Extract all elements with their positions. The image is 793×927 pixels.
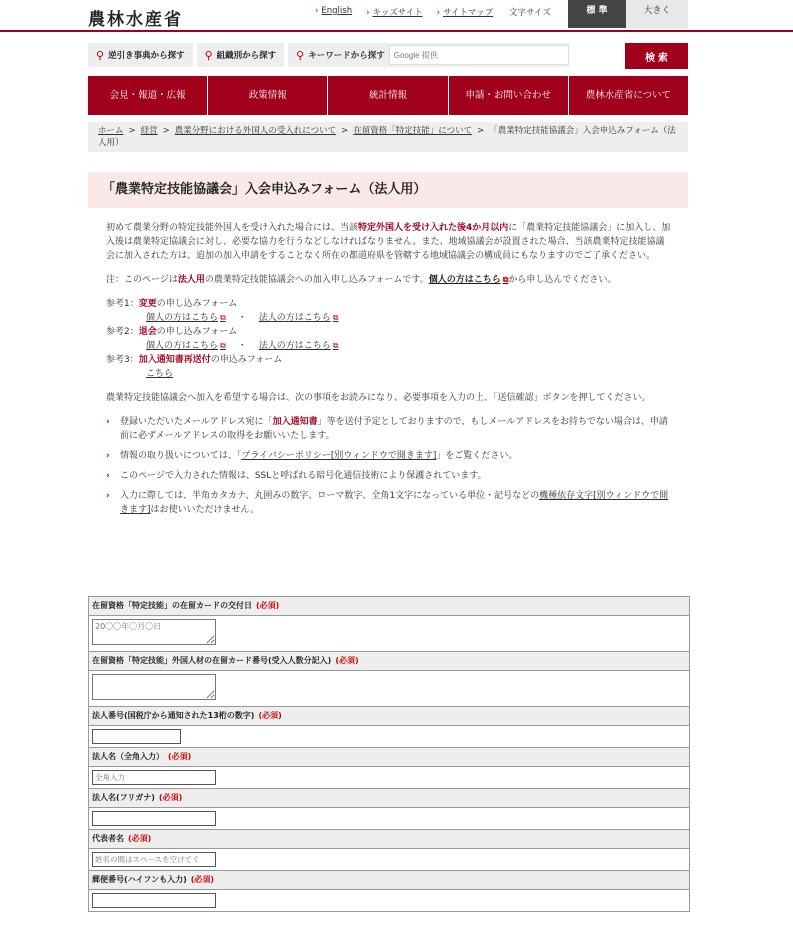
- list-item: › 入力に際しては、半角カタカナ、丸囲みの数字、ローマ数字、全角1文字になっている単位・記号などの機種依存文字[別ウィンドウで開きます]はお使いいただけません。: [106, 489, 672, 517]
- representative-name-field[interactable]: [92, 852, 216, 867]
- reverse-index-label: 逆引き事典から探す: [108, 51, 185, 61]
- link-sitemap[interactable]: › サイトマップ: [437, 6, 493, 18]
- gnav-press[interactable]: 会見・報道・広報: [88, 76, 208, 115]
- list-item: › 登録いただいたメールアドレス宛に「加入通知書」等を送付予定としておりますので、もしメールアドレスをお持ちでない場合は、申請前に必ずメールアドレスの取得をお願いいたします。: [106, 415, 672, 443]
- page-title: 「農業特定技能協議会」入会申込みフォーム（法人用）: [88, 172, 688, 208]
- change-corporate-link[interactable]: 法人の方はこちら ⧉: [259, 313, 339, 323]
- gnav-application[interactable]: 申請・お問い合わせ: [449, 76, 569, 115]
- change-individual-link[interactable]: 個人の方はこちら ⧉: [146, 313, 226, 323]
- field-label: 在留資格「特定技能」外国人材の在留カード番号(受入人数分記入) (必須): [89, 652, 689, 671]
- intro-paragraph: 初めて農業分野の特定技能外国人を受け入れた場合には、当該特定外国人を受け入れた後4か月以内に「農業特定技能協議会」に加入し、加入後は農業特定協議会に対し、必要な協力を行うなどしなければなりません。また、地域協議会が設置された場合、当該農業特定技能協議会に加入された方は、追加の加入申請をすることなく所在の都道府県を管轄する地域協議会の構成員にもなりますのでご了承ください。: [106, 223, 671, 261]
- withdraw-individual-link[interactable]: 個人の方はこちら ⧉: [146, 341, 226, 351]
- note-paragraph: 注：このページは法人用の農業特定技能協議会への加入申し込みフォームです。個人の方はこちら ⧉ から申し込んでください。: [106, 273, 672, 287]
- search-icon: ⚲: [96, 48, 105, 62]
- site-header: [0, 0, 793, 32]
- breadcrumb-home[interactable]: ホーム: [98, 126, 124, 136]
- list-item: › このページで入力された情報は、SSLと呼ばれる暗号化通信技術により保護されています。: [106, 469, 672, 483]
- reference-list: 参考1：変更の申し込みフォーム 個人の方はこちら ⧉ ・ 法人の方はこちら ⧉ 参考2：退会の申し込みフォーム 個人の方はこちら ⧉ ・ 法人の方はこちら ⧉ 参考3：加入通知書再送付の申込みフォーム こちら: [106, 297, 672, 381]
- breadcrumb-current: 「農業特定技能協議会」入会申込みフォーム（法人用）: [98, 126, 676, 148]
- card-number-field[interactable]: [92, 674, 216, 700]
- withdraw-corporate-link[interactable]: 法人の方はこちら ⧉: [259, 341, 339, 351]
- keyword-label: キーワードから探す: [308, 51, 385, 61]
- search-submit-button[interactable]: 検 索: [625, 43, 688, 69]
- postal-code-field[interactable]: [92, 893, 216, 908]
- resend-notice-link[interactable]: こちら: [146, 369, 174, 379]
- notice-list: [106, 415, 672, 517]
- search-icon: ⚲: [296, 48, 305, 62]
- site-logo[interactable]: 農林水産省: [88, 10, 183, 30]
- font-size-large-button[interactable]: 大きく: [626, 0, 688, 28]
- field-label: 法人名(フリガナ) (必須): [89, 789, 689, 808]
- organization-search-button[interactable]: [197, 43, 285, 67]
- field-label: 代表者名 (必須): [89, 830, 689, 849]
- breadcrumb-management[interactable]: 経営: [140, 126, 158, 136]
- field-label: 郵便番号(ハイフンも入力) (必須): [89, 871, 689, 890]
- reverse-index-search-button[interactable]: [88, 43, 193, 67]
- keyword-search: [288, 43, 569, 67]
- corporate-name-kana-field[interactable]: [92, 811, 216, 826]
- breadcrumb: ホーム > 経営 > 農業分野における外国人の受入れについて > 在留資格「特定技能」について > 「農業特定技能協議会」入会申込みフォーム（法人用）: [88, 122, 688, 152]
- gnav-about[interactable]: 農林水産省について: [585, 90, 672, 101]
- gnav-policy[interactable]: 政策情報: [208, 76, 328, 115]
- gnav-statistics[interactable]: 統計情報: [328, 76, 448, 115]
- field-label: 法人番号(国税庁から通知された13桁の数字) (必須): [89, 707, 689, 726]
- search-icon: ⚲: [204, 48, 213, 62]
- organization-label: 組織別から探す: [216, 51, 277, 61]
- global-nav: [88, 76, 688, 115]
- application-form: [88, 596, 690, 912]
- field-label: 法人名（全角入力） (必須): [89, 748, 689, 767]
- font-size-label: 文字サイズ: [509, 8, 551, 18]
- card-issue-date-field[interactable]: [92, 619, 216, 645]
- breadcrumb-foreign-workers[interactable]: 農業分野における外国人の受入れについて: [174, 126, 337, 136]
- link-english[interactable]: › English: [315, 6, 352, 18]
- breadcrumb-specified-skills[interactable]: 在留資格「特定技能」について: [353, 126, 473, 136]
- list-item: › 情報の取り扱いについては、「プライバシーポリシー[別ウィンドウで開きます]」をご覧ください。: [106, 449, 672, 463]
- privacy-policy-link[interactable]: プライバシーポリシー[別ウィンドウで開きます]: [241, 451, 437, 461]
- top-links: [315, 6, 507, 18]
- search-bar: [88, 43, 688, 67]
- corporate-number-field[interactable]: [92, 729, 181, 744]
- font-size-standard-button[interactable]: 標 準: [568, 0, 626, 28]
- keyword-search-input[interactable]: [389, 45, 569, 65]
- corporate-name-field[interactable]: [92, 770, 216, 785]
- link-kids[interactable]: › キッズサイト: [366, 6, 422, 18]
- dependent-chars-link[interactable]: 機種依存文字[別ウィンドウで開きます]: [120, 491, 669, 515]
- instruction-paragraph: 農業特定技能協議会へ加入を希望する場合は、次の事項をお読みになり、必要事項を入力の上、「送信確認」ボタンを押してください。: [106, 393, 651, 403]
- field-label: 在留資格「特定技能」の在留カードの交付日 (必須): [89, 597, 689, 616]
- individual-form-link[interactable]: 個人の方はこちら ⧉: [429, 275, 509, 285]
- main-content: [106, 221, 672, 523]
